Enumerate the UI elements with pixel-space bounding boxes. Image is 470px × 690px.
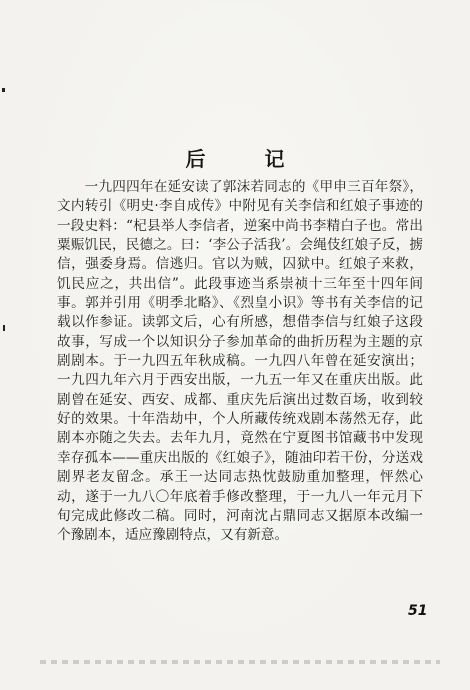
scan-margin-mark: [3, 325, 5, 331]
body-paragraph: 一九四四年在延安读了郭沫若同志的《甲申三百年祭》，文内转引《明史·李自成传》中附见有关李信和红娘子事迹的一段史料：“杞县举人李信者，逆案中尚书李精白子也。常出粟赈饥民，民德之。曰：‘李公子活我’。会绳伎红娘子反，掳信，强委身焉。信逃归。官以为贼，囚狱中。红娘子来救，饥民应之，共出信”。此段事迹当系崇祯十三年至十四年间事。郭并引用《明季北略》、《烈皇小识》等书有关李信的记载以作参证。读郭文后，心有所感，想借李信与红娘子这段故事，写成一个以知识分子参加革命的曲折历程为主题的京剧剧本。于一九四五年秋成稿。一九四八年曾在延安演出；一九四九年六月于西安出版，一九五一年又在重庆出版。此剧曾在延安、西安、成都、重庆先后演出过数百场，收到较好的效果。十年浩劫中，个人所藏传统戏剧本荡然无存，此剧本亦随之失去。去年九月，竟然在宁夏图书馆藏书中发现幸存孤本——重庆出版的《红娘子》，随油印若干份，分送戏剧界老友留念。承王一达同志热忱鼓励重加整理，怦然心动，遂于一九八〇年底着手修改整理，于一九八一年元月下旬完成此修改二稿。同时，河南沈占鼎同志又据原本改编一个豫剧本，适应豫剧特点，又有新意。: [57, 179, 423, 544]
page-title: 后 记: [185, 147, 311, 172]
scan-margin-mark: [2, 88, 5, 92]
scan-edge-artifact: [40, 660, 440, 664]
page-number: 51: [408, 603, 428, 619]
